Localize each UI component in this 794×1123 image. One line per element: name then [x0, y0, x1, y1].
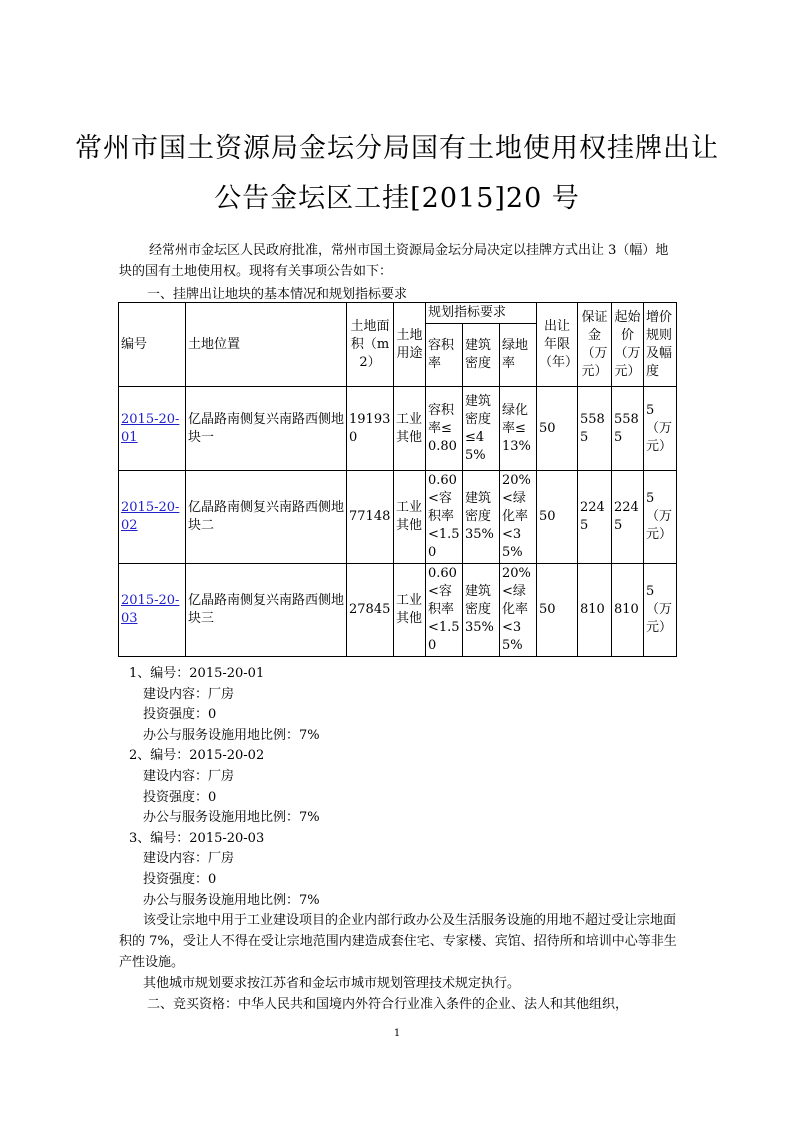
- parcel-far: 0.60<容积率<1.50: [426, 564, 463, 657]
- header-term: 出让年限（年）: [537, 303, 578, 387]
- section-2-heading: 二、竞买资格：中华人民共和国境内外符合行业准入条件的企业、法人和其他组织，: [147, 997, 629, 1012]
- header-green: 绿地率: [500, 324, 537, 387]
- parcel-deposit: 5585: [578, 387, 612, 471]
- table-row: [119, 387, 677, 471]
- header-area: 土地面积（m2）: [347, 303, 394, 387]
- parcel-green: 20%<绿化率<35%: [500, 564, 537, 657]
- header-deposit: 保证金（万元）: [578, 303, 612, 387]
- intro-paragraph: 经常州市金坛区人民政府批准，常州市国土资源局金坛分局决定以挂牌方式出让 3（幅）地块的国有土地使用权。现将有关事项公告如下：: [119, 243, 669, 279]
- header-far: 容积率: [426, 324, 463, 387]
- header-density: 建筑密度: [463, 324, 500, 387]
- parcel-2-content: 建设内容：厂房: [143, 768, 235, 784]
- parcel-details: [119, 664, 679, 911]
- parcel-green: 20%<绿化率<35%: [500, 471, 537, 564]
- parcel-use: 工业其他: [394, 471, 426, 564]
- parcel-deposit: 810: [578, 564, 612, 657]
- header-increment: 增价规则及幅度: [644, 303, 677, 387]
- document-title-line-1: 常州市国土资源局金坛分局国有土地使用权挂牌出让: [75, 133, 719, 164]
- document-title-line-2: 公告金坛区工挂[2015]20 号: [214, 183, 580, 214]
- section-1-heading: 一、挂牌出让地块的基本情况和规划指标要求: [147, 287, 408, 302]
- parcel-term: 50: [537, 387, 578, 471]
- parcel-2-ratio: 办公与服务设施用地比例：7%: [143, 810, 320, 826]
- parcel-start-price: 2245: [612, 471, 644, 564]
- other-requirements-paragraph: 其他城市规划要求按江苏省和金坛市城市规划管理技术规定执行。: [143, 976, 521, 991]
- parcel-2-heading: 2、编号：2015-20-02: [129, 748, 265, 764]
- parcel-density: 建筑密度≤45%: [463, 387, 500, 471]
- parcel-far: 0.60<容积率<1.50: [426, 471, 463, 564]
- table-row: [119, 471, 677, 564]
- parcel-table: [118, 302, 677, 657]
- parcel-3-ratio: 办公与服务设施用地比例：7%: [143, 892, 320, 908]
- parcel-area: 77148: [347, 471, 394, 564]
- parcel-far: 容积率≤0.80: [426, 387, 463, 471]
- header-start-price: 起始价（万元）: [612, 303, 644, 387]
- parcel-density: 建筑密度35%: [463, 471, 500, 564]
- parcel-increment: 5（万元）: [644, 564, 677, 657]
- parcel-1-intensity: 投资强度：0: [143, 707, 217, 723]
- parcel-term: 50: [537, 564, 578, 657]
- parcel-use: 工业其他: [394, 564, 426, 657]
- parcel-location: 亿晶路南侧复兴南路西侧地块一: [186, 387, 347, 471]
- parcel-id-link[interactable]: 2015-20-02: [121, 500, 180, 533]
- parcel-id-link[interactable]: 2015-20-03: [121, 593, 180, 626]
- parcel-location: 亿晶路南侧复兴南路西侧地块二: [186, 471, 347, 564]
- tail-section: [119, 910, 679, 1015]
- parcel-1-content: 建设内容：厂房: [143, 686, 235, 702]
- parcel-3-heading: 3、编号：2015-20-03: [129, 830, 265, 846]
- parcel-increment: 5（万元）: [644, 387, 677, 471]
- parcel-use: 工业其他: [394, 387, 426, 471]
- parcel-area: 27845: [347, 564, 394, 657]
- header-id: 编号: [119, 303, 186, 387]
- parcel-2-intensity: 投资强度：0: [143, 789, 217, 805]
- parcel-1-ratio: 办公与服务设施用地比例：7%: [143, 727, 320, 743]
- parcel-location: 亿晶路南侧复兴南路西侧地块三: [186, 564, 347, 657]
- restriction-paragraph: 该受让宗地中用于工业建设项目的企业内部行政办公及生活服务设施的用地不超过受让宗地面积的 7%，受让人不得在受让宗地范围内建造成套住宅、专家楼、宾馆、招待所和培训中心等非生产性设施。: [119, 913, 677, 970]
- parcel-term: 50: [537, 471, 578, 564]
- parcel-3-content: 建设内容：厂房: [143, 851, 235, 867]
- parcel-3-intensity: 投资强度：0: [143, 871, 217, 887]
- parcel-id-link[interactable]: 2015-20-01: [121, 411, 180, 445]
- parcel-start-price: 5585: [612, 387, 644, 471]
- parcel-green: 绿化率≤13%: [500, 387, 537, 471]
- parcel-area: 191930: [347, 387, 394, 471]
- parcel-start-price: 810: [612, 564, 644, 657]
- page-number: 1: [393, 1028, 401, 1039]
- parcel-1-heading: 1、编号：2015-20-01: [129, 666, 265, 681]
- header-planning: 规划指标要求: [426, 303, 537, 324]
- parcel-deposit: 2245: [578, 471, 612, 564]
- table-row: [119, 564, 677, 657]
- header-use: 土地用途: [394, 303, 426, 387]
- parcel-density: 建筑密度35%: [463, 564, 500, 657]
- parcel-increment: 5（万元）: [644, 471, 677, 564]
- header-location: 土地位置: [186, 303, 347, 387]
